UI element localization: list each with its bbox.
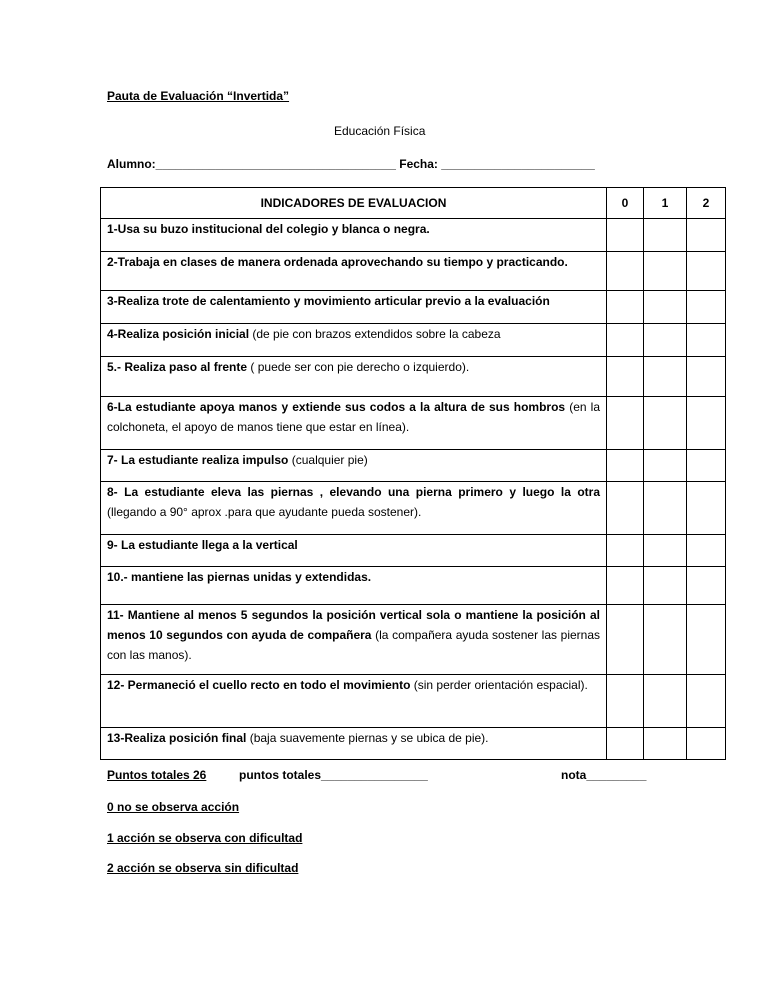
score-2-cell[interactable] bbox=[687, 535, 726, 567]
score-0-cell[interactable] bbox=[607, 219, 644, 252]
evaluation-table bbox=[100, 187, 726, 760]
indicator-cell bbox=[101, 535, 607, 567]
score-0-cell[interactable] bbox=[607, 397, 644, 450]
column-header-indicators: INDICADORES DE EVALUACION bbox=[101, 188, 607, 219]
table-row bbox=[101, 219, 726, 252]
score-1-cell[interactable] bbox=[644, 291, 687, 324]
document-title: Pauta de Evaluación “Invertida” bbox=[107, 89, 290, 103]
score-1-cell[interactable] bbox=[644, 567, 687, 605]
score-2-cell[interactable] bbox=[687, 605, 726, 675]
indicator-cell bbox=[101, 605, 607, 675]
score-1-cell[interactable] bbox=[644, 675, 687, 728]
table-row bbox=[101, 482, 726, 535]
indicator-detail-text: ( puede ser con pie derecho o izquierdo). bbox=[247, 360, 470, 374]
indicator-cell bbox=[101, 219, 607, 252]
score-0-cell[interactable] bbox=[607, 252, 644, 291]
indicator-cell bbox=[101, 324, 607, 357]
score-1-cell[interactable] bbox=[644, 324, 687, 357]
indicator-cell bbox=[101, 357, 607, 397]
total-points-label: Puntos totales 26 bbox=[107, 768, 207, 782]
table-row bbox=[101, 535, 726, 567]
legend-item-2: 2 acción se observa sin dificultad bbox=[107, 861, 299, 875]
score-2-cell[interactable] bbox=[687, 252, 726, 291]
indicator-bold-text: 2-Trabaja en clases de manera ordenada aprovechando su tiempo y practicando. bbox=[107, 255, 568, 269]
score-0-cell[interactable] bbox=[607, 450, 644, 482]
indicator-cell bbox=[101, 482, 607, 535]
indicator-bold-text: 1-Usa su buzo institucional del colegio y blanca o negra. bbox=[107, 222, 430, 236]
indicator-detail-text: (baja suavemente piernas y se ubica de pie). bbox=[246, 731, 489, 745]
indicator-cell bbox=[101, 291, 607, 324]
indicator-cell bbox=[101, 675, 607, 728]
score-0-cell[interactable] bbox=[607, 535, 644, 567]
score-2-cell[interactable] bbox=[687, 675, 726, 728]
indicator-cell bbox=[101, 728, 607, 760]
indicator-bold-text: 12- Permaneció el cuello recto en todo el movimiento bbox=[107, 678, 411, 692]
table-row bbox=[101, 450, 726, 482]
score-1-cell[interactable] bbox=[644, 605, 687, 675]
table-row bbox=[101, 252, 726, 291]
score-2-cell[interactable] bbox=[687, 219, 726, 252]
indicator-bold-text: 4-Realiza posición inicial bbox=[107, 327, 250, 341]
column-header-0: 0 bbox=[607, 188, 644, 219]
indicator-bold-text: 13-Realiza posición final bbox=[107, 731, 247, 745]
indicator-bold-text: 10.- mantiene las piernas unidas y extendidas. bbox=[107, 570, 372, 584]
score-0-cell[interactable] bbox=[607, 482, 644, 535]
score-2-cell[interactable] bbox=[687, 291, 726, 324]
score-0-cell[interactable] bbox=[607, 728, 644, 760]
indicator-detail-text: (sin perder orientación espacial). bbox=[410, 678, 588, 692]
score-1-cell[interactable] bbox=[644, 728, 687, 760]
score-0-cell[interactable] bbox=[607, 324, 644, 357]
student-line: Alumno:____________________________________ Fecha: _______________________ bbox=[107, 157, 595, 171]
grade-line: nota_________ bbox=[561, 768, 647, 782]
legend-item-1: 1 acción se observa con dificultad bbox=[107, 831, 303, 845]
indicator-cell bbox=[101, 252, 607, 291]
table-row bbox=[101, 324, 726, 357]
score-0-cell[interactable] bbox=[607, 675, 644, 728]
table-row bbox=[101, 397, 726, 450]
score-1-cell[interactable] bbox=[644, 252, 687, 291]
table-row bbox=[101, 728, 726, 760]
score-1-cell[interactable] bbox=[644, 482, 687, 535]
indicator-bold-text: 7- La estudiante realiza impulso bbox=[107, 453, 289, 467]
indicator-detail-text: (llegando a 90° aprox .para que ayudante pueda sostener). bbox=[107, 505, 422, 519]
table-header-row bbox=[101, 188, 726, 219]
indicator-detail-text: (la compañera ayuda sostener las piernas con las manos). bbox=[107, 628, 601, 662]
column-header-2: 2 bbox=[687, 188, 726, 219]
points-line: puntos totales________________ bbox=[239, 768, 428, 782]
indicator-detail-text: (en la colchoneta, el apoyo de manos tiene que estar en línea). bbox=[107, 400, 600, 434]
column-header-1: 1 bbox=[644, 188, 687, 219]
score-1-cell[interactable] bbox=[644, 219, 687, 252]
indicator-cell bbox=[101, 450, 607, 482]
legend-item-0: 0 no se observa acción bbox=[107, 800, 240, 814]
score-2-cell[interactable] bbox=[687, 728, 726, 760]
score-2-cell[interactable] bbox=[687, 450, 726, 482]
score-2-cell[interactable] bbox=[687, 567, 726, 605]
score-2-cell[interactable] bbox=[687, 482, 726, 535]
indicator-bold-text: 6-La estudiante apoya manos y extiende sus codos a la altura de sus hombros bbox=[107, 400, 566, 414]
indicator-bold-text: 3-Realiza trote de calentamiento y movimiento articular previo a la evaluación bbox=[107, 294, 550, 308]
indicator-detail-text: (cualquier pie) bbox=[288, 453, 368, 467]
score-1-cell[interactable] bbox=[644, 357, 687, 397]
indicator-bold-text: 9- La estudiante llega a la vertical bbox=[107, 538, 298, 552]
indicator-bold-text: 5.- Realiza paso al frente bbox=[107, 360, 248, 374]
indicator-bold-text: 8- La estudiante eleva las piernas , elevando una pierna primero y luego la otra bbox=[107, 485, 600, 499]
indicator-cell bbox=[101, 397, 607, 450]
score-0-cell[interactable] bbox=[607, 605, 644, 675]
indicator-cell bbox=[101, 567, 607, 605]
table-row bbox=[101, 567, 726, 605]
score-0-cell[interactable] bbox=[607, 567, 644, 605]
table-row bbox=[101, 291, 726, 324]
table-row bbox=[101, 675, 726, 728]
document-subtitle: Educación Física bbox=[334, 124, 426, 138]
score-2-cell[interactable] bbox=[687, 324, 726, 357]
table-row bbox=[101, 357, 726, 397]
score-2-cell[interactable] bbox=[687, 397, 726, 450]
score-1-cell[interactable] bbox=[644, 397, 687, 450]
indicator-bold-text: 11- Mantiene al menos 5 segundos la posición vertical sola o mantiene la posición al menos 10 segundos con ayuda de compañera bbox=[107, 608, 600, 642]
indicator-detail-text: (de pie con brazos extendidos sobre la cabeza bbox=[249, 327, 501, 341]
score-1-cell[interactable] bbox=[644, 535, 687, 567]
score-0-cell[interactable] bbox=[607, 291, 644, 324]
score-1-cell[interactable] bbox=[644, 450, 687, 482]
table-row bbox=[101, 605, 726, 675]
score-2-cell[interactable] bbox=[687, 357, 726, 397]
score-0-cell[interactable] bbox=[607, 357, 644, 397]
